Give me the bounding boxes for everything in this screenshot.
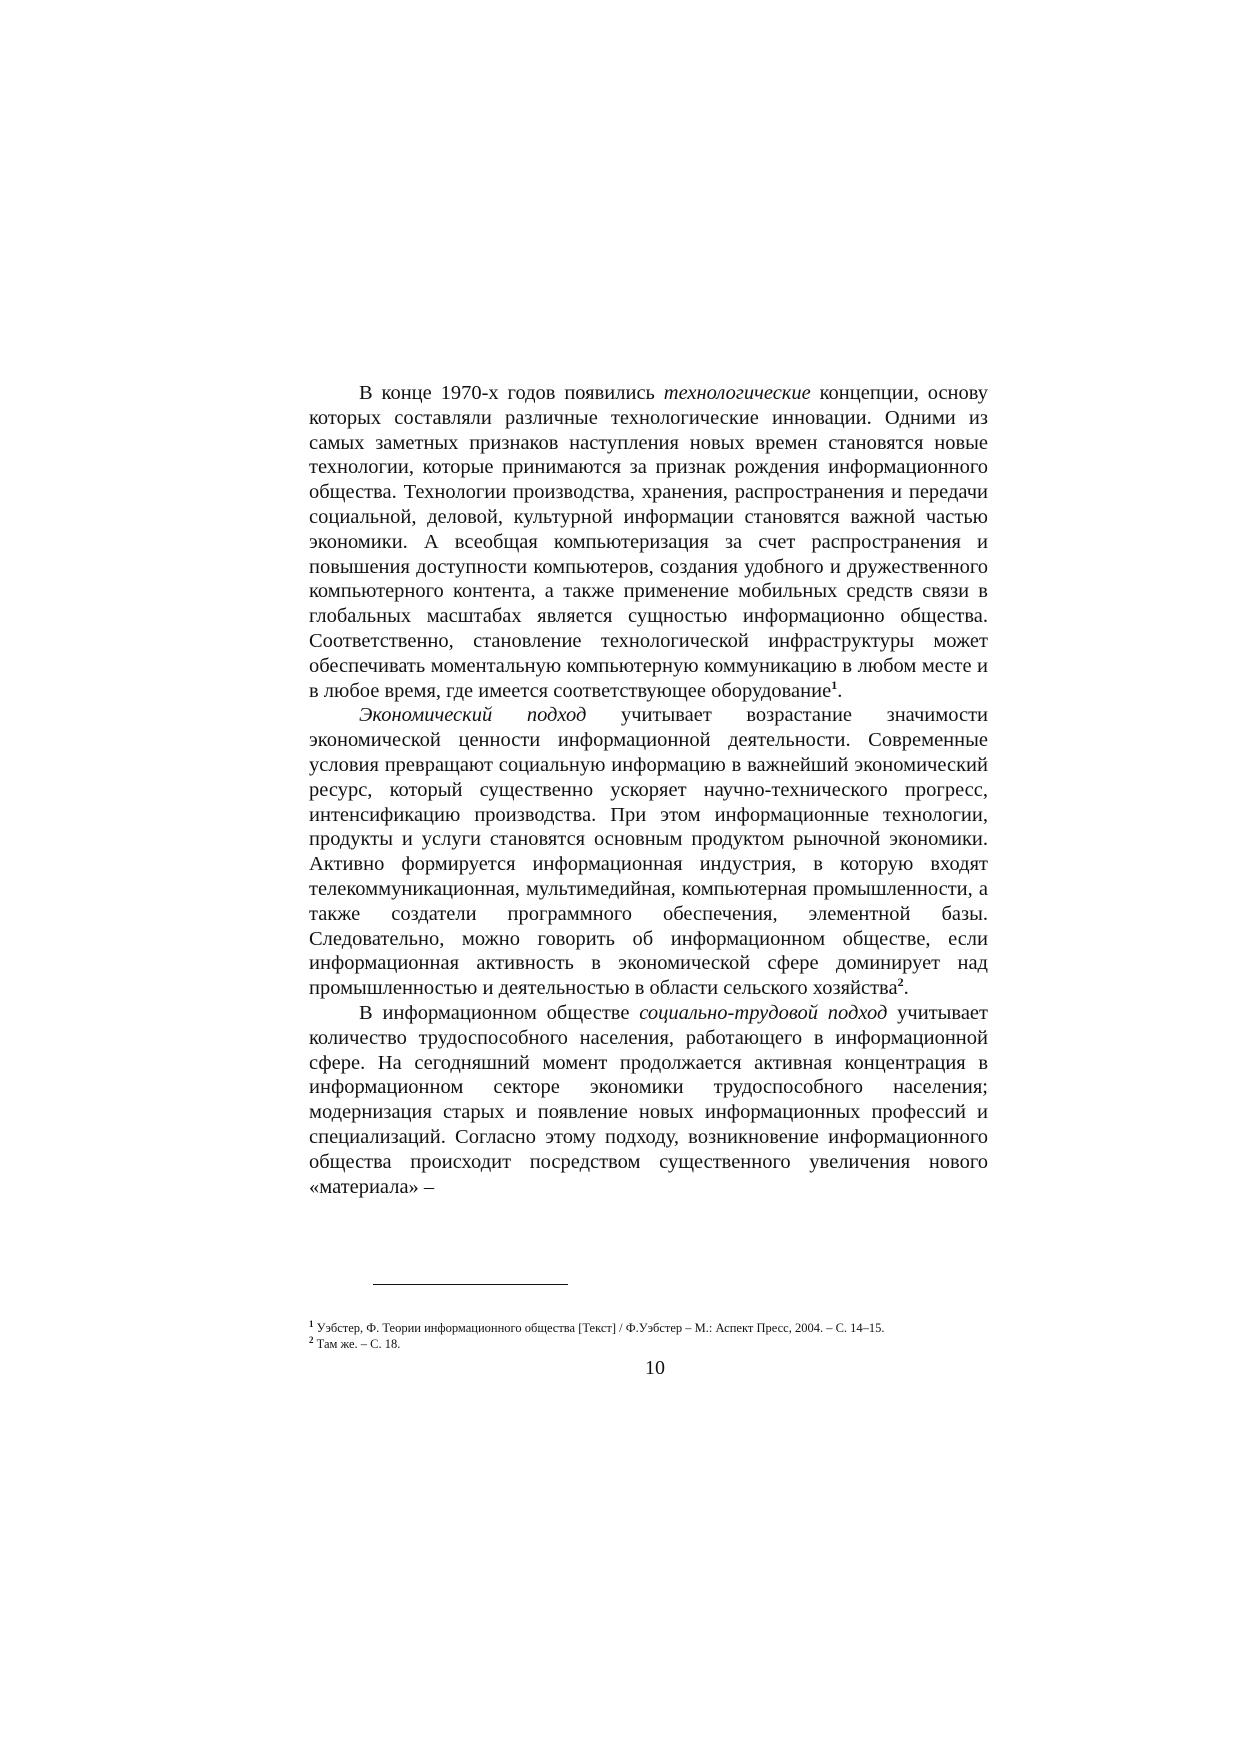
footnote-ref: 2 bbox=[897, 975, 904, 990]
footnote-ref: 1 bbox=[831, 677, 838, 692]
main-text bbox=[309, 381, 988, 1199]
footnote-mark: 2 bbox=[309, 1334, 314, 1345]
paragraph-text: В конце 1970-х годов появились bbox=[359, 382, 664, 404]
paragraph-economic bbox=[309, 703, 988, 1001]
footnote-text: Уэбстер, Ф. Теории информационного общества [Текст] / Ф.Уэбстер – М.: Аспект Пресс, 2004. – С. 14–15. bbox=[313, 1321, 885, 1335]
footnote-2 bbox=[309, 1336, 1009, 1352]
page-number: 10 bbox=[645, 1357, 665, 1379]
footnotes bbox=[309, 1320, 1009, 1352]
paragraph-text: В информационном обществе bbox=[359, 1001, 640, 1024]
footnote-1 bbox=[309, 1320, 1009, 1336]
paragraph-text: . bbox=[837, 679, 843, 702]
paragraph-text: учитывает количество трудоспособного населения, работающего в информационной сфере. На сегодняшний момент продолжается активная концентрация в информационном секторе экономики трудоспособного населения; модернизация старых и появление новых информационных профессий и специализаций. Согласно этому подходу, возникновение информационного общества происходит посредством существенного увеличения нового «материала» – bbox=[309, 1001, 988, 1198]
paragraph-social-labor bbox=[309, 1001, 988, 1199]
footnote-separator bbox=[373, 1284, 568, 1285]
paragraph-technological bbox=[309, 381, 988, 703]
paragraph-text: учитывает возрастание значимости экономической ценности информационной деятельности. Современные условия превращают социальную информацию в важнейший экономический ресурс, который существенно ускоряет научно-технического прогресс, интенсификацию производства. При этом информационные технологии, продукты и услуги становятся основным продуктом рыночной экономики. Активно формируется информационная индустрия, в которую входят телекоммуникационная, мультимедийная, компьютерная промышленности, а также создатели программного обеспечения, элементной базы. Следовательно, можно говорить об информационном обществе, если информационная активность в экономической сфере доминирует над промышленностью и деятельностью в области сельского хозяйства bbox=[309, 704, 988, 1000]
paragraph-text: концепции, основу которых составляли различные технологические инновации. Одними из самых заметных признаков наступления новых времен становятся новые технологии, которые принимаются за признак рождения информационного общества. Технологии производства, хранения, распространения и передачи социальной, деловой, культурной информации становятся важной частью экономики. А всеобщая компьютеризация за счет распространения и повышения доступности компьютеров, создания удобного и дружественного компьютерного контента, а также применение мобильных средств связи в глобальных масштабах является сущностью информационно общества. Соответственно, становление технологической инфраструктуры может обеспечивать моментальную компьютерную коммуникацию в любом месте и в любое время, где имеется соответствующее оборудование bbox=[309, 382, 989, 702]
italic-term: технологические bbox=[663, 382, 811, 404]
paragraph-text: . bbox=[903, 977, 909, 1000]
italic-term: Экономический подход bbox=[359, 704, 587, 727]
footnote-text: Там же. – С. 18. bbox=[313, 1337, 401, 1351]
italic-term: социально-трудовой подход bbox=[639, 1001, 888, 1024]
footnote-mark: 1 bbox=[309, 1318, 314, 1329]
